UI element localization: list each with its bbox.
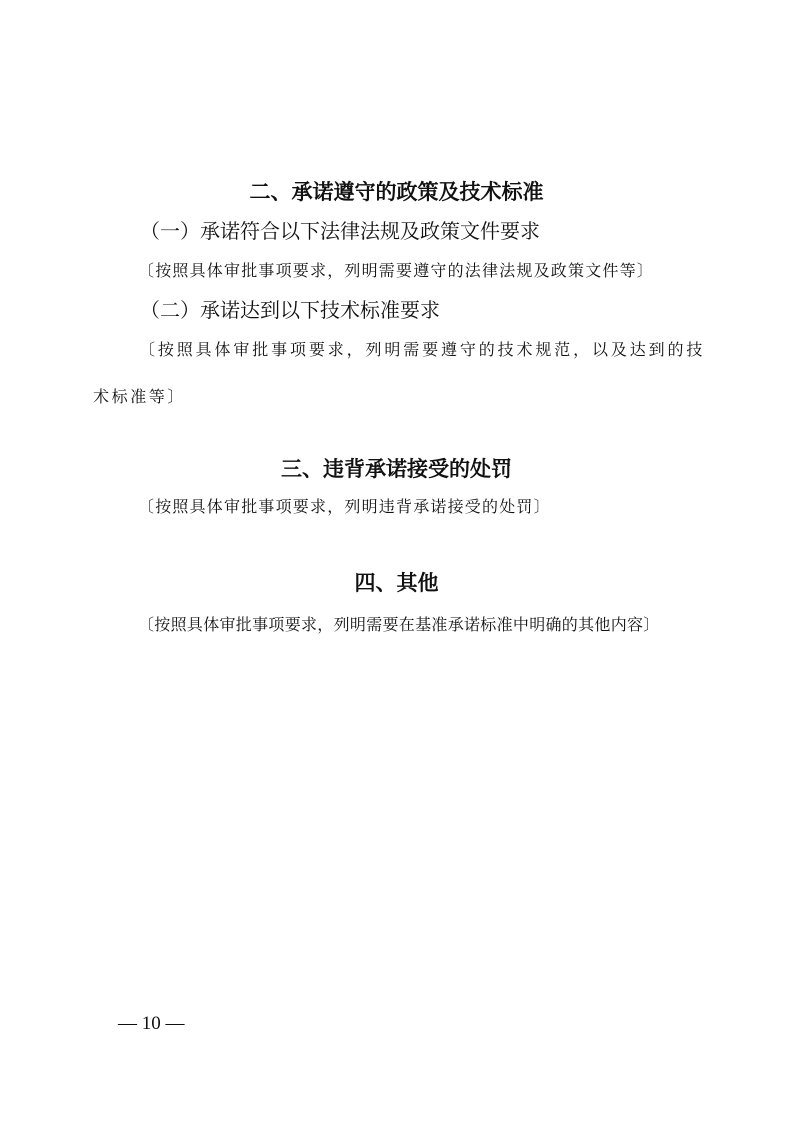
note-others: 〔按照具体审批事项要求，列明需要在基准承诺标准中明确的其他内容〕: [138, 615, 660, 634]
note-laws-regulations: 〔按照具体审批事项要求，列明需要遵守的法律法规及政策文件等〕: [138, 261, 655, 280]
note-technical-standards: 〔按照具体审批事项要求，列明需要遵守的技术规范，以及达到的技术标准等〕: [93, 340, 705, 406]
page-number: — 10 —: [118, 1013, 185, 1034]
section-heading-policies-standards: 二、承诺遵守的政策及技术标准: [249, 180, 544, 204]
section-heading-others: 四、其他: [354, 571, 439, 595]
subsection-heading-laws-regulations: （一）承诺符合以下法律法规及政策文件要求: [140, 219, 540, 243]
subsection-heading-technical-standards: （二）承诺达到以下技术标准要求: [140, 298, 440, 322]
note-penalties: 〔按照具体审批事项要求，列明违背承诺接受的处罚〕: [138, 497, 551, 516]
section-heading-penalties: 三、违背承诺接受的处罚: [281, 457, 512, 481]
